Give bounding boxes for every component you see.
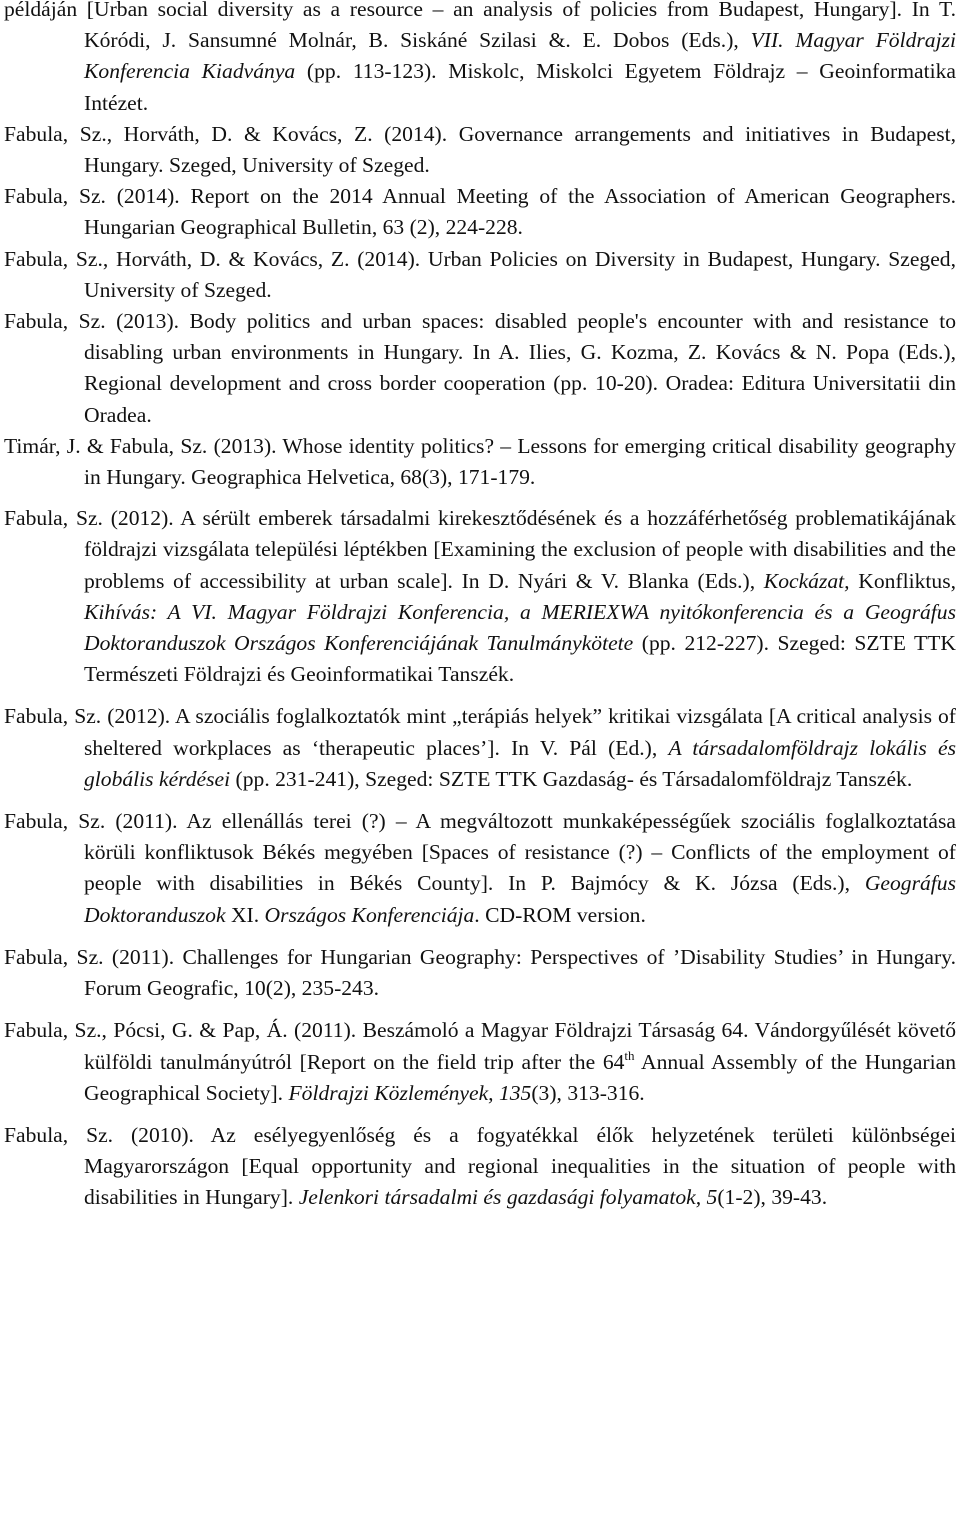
reference-text: Fabula, Sz. (2012). A szociális foglalkoztatók mint „terápiás helyek” kritikai vizsgálata [A critical analysis of sheltered workplaces as ‘therapeutic places’]. In V. Pál (Ed.), [4,704,956,760]
superscript-text: th [624,1047,635,1063]
reference-entry [0,119,960,181]
reference-entry [0,942,960,1004]
reference-text: (3), 313-316. [531,1080,645,1105]
italic-title-text: Földrajzi Közlemények, 135 [288,1080,532,1105]
italic-title-text: A társadalomföldrajz lokális és globális kérdései [84,735,956,791]
reference-text: XI. [225,902,265,927]
reference-text: . CD-ROM version. [474,902,646,927]
italic-title-text: Jelenkori társadalmi és gazdasági folyamatok, 5 [298,1185,718,1210]
italic-title-text: Országos Konferenciája [264,902,475,927]
reference-entry [0,306,960,431]
reference-text: Fabula, Sz. (2012). A sérült emberek társadalmi kirekesztődésének és a hozzáférhetőség problematikájának földrajzi vizsgálata települési léptékben [Examining the exclusion of people with disabilities and the problems of accessibility at urban scale]. In D. Nyári & V. Blanka (Eds.), [4,506,956,593]
reference-text: Fabula, Sz. (2010). Az esélyegyenlőség és a fogyatékkal élők helyzetének területi különbségei Magyarországon [Equal opportunity and regional inequalities in the situation of people with disabilities in Hungary]. [4,1122,956,1210]
reference-entry [0,1120,960,1214]
reference-text: Annual Assembly of the Hungarian Geographical Society]. [84,1049,956,1105]
reference-entry [0,1015,960,1109]
reference-entry [0,244,960,306]
reference-text: (pp. 113-123). Miskolc, Miskolci Egyetem Földrajz – Geoinformatika Intézet. [84,59,956,115]
reference-text: Timár, J. & Fabula, Sz. (2013). Whose identity politics? – Lessons for emerging critical disability geography in Hungary. Geographica Helvetica, 68(3), 171-179. [4,433,956,490]
italic-title-text: VII. Magyar Földrajzi Konferencia Kiadványa [84,28,956,84]
reference-entry [0,431,960,493]
reference-text: Fabula, Sz. (2011). Challenges for Hungarian Geography: Perspectives of ’Disability Studies’ in Hungary. Forum Geografic, 10(2), 235-243. [4,944,956,1001]
reference-text: (1-2), 39-43. [717,1185,828,1210]
reference-text: példáján [Urban social diversity as a resource – an analysis of policies from Budapest, Hungary]. In T. Kóródi, J. Sansumné Molnár, B. Siskáné Szilasi &. E. Dobos (Eds.), [4,0,956,53]
reference-text: Konfliktus, [849,568,957,593]
reference-entry [0,181,960,243]
italic-title-text: Geográfus Doktoranduszok [84,871,956,927]
reference-entry [0,503,960,690]
reference-text: Fabula, Sz. (2014). Report on the 2014 Annual Meeting of the Association of American Geographers. Hungarian Geographical Bulletin, 63 (2), 224-228. [4,184,956,240]
reference-text: Fabula, Sz., Pócsi, G. & Pap, Á. (2011). Beszámoló a Magyar Földrajzi Társaság 64. Vándorgyűlését követő külföldi tanulmányútról [Report on the field trip after the 64 [4,1018,956,1074]
reference-text: Fabula, Sz. (2013). Body politics and urban spaces: disabled people's encounter with and resistance to disabling urban environments in Hungary. In A. Ilies, G. Kozma, Z. Kovács & N. Popa (Eds.), Regional development and cross border cooperation (pp. 10-20). Oradea: Editura Universitatii din Oradea. [4,309,956,427]
reference-entry [0,0,960,119]
reference-text: Fabula, Sz., Horváth, D. & Kovács, Z. (2014). Urban Policies on Diversity in Budapest, Hungary. Szeged, University of Szeged. [4,246,956,302]
italic-title-text: Kockázat, [763,568,850,593]
reference-text: (pp. 231-241), Szeged: SZTE TTK Gazdaság- és Társadalomföldrajz Tanszék. [230,766,913,791]
reference-entry [0,806,960,931]
italic-title-text: Kihívás: A VI. Magyar Földrajzi Konferencia, a MERIEXWA nyitókonferencia és a Geográfus Doktoranduszok Országos Konferenciájának Tanulmánykötete [84,599,956,656]
reference-text: (pp. 212-227). Szeged: SZTE TTK Természeti Földrajzi és Geoinformatikai Tanszék. [84,631,956,687]
reference-text: Fabula, Sz. (2011). Az ellenállás terei (?) – A megváltozott munkaképességűek szociális foglalkoztatása körüli konfliktusok Békés megyében [Spaces of resistance (?) – Conflicts of the employment of people with disabilities in Békés County]. In P. Bajmócy & K. Józsa (Eds.), [4,809,956,896]
reference-entry [0,701,960,795]
reference-text: Fabula, Sz., Horváth, D. & Kovács, Z. (2014). Governance arrangements and initiatives in Budapest, Hungary. Szeged, University of Szeged. [4,121,956,178]
